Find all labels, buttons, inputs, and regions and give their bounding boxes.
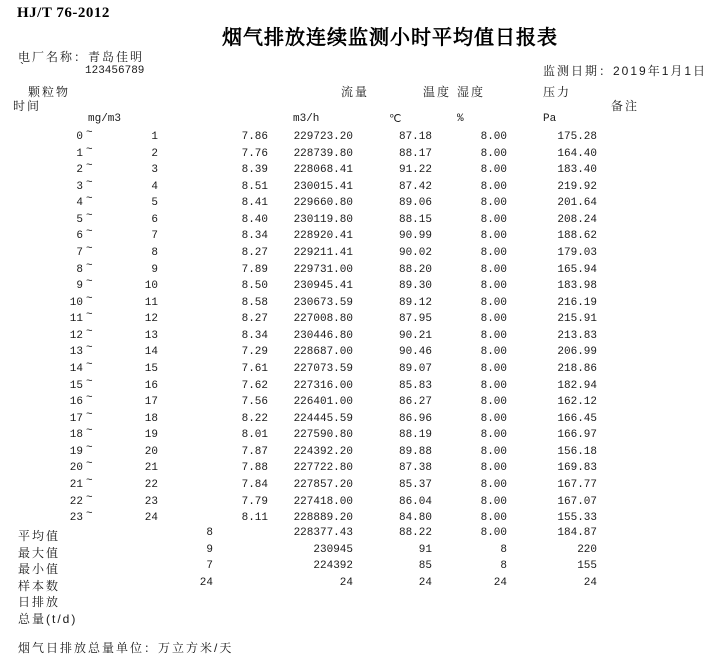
humidity-value: 24 bbox=[493, 576, 507, 589]
column-header-humidity: 湿度 bbox=[457, 85, 486, 99]
hour-end: 12 bbox=[144, 313, 158, 326]
summary-label: 总量(t/d) bbox=[18, 611, 78, 626]
unit-humidity: % bbox=[457, 113, 464, 125]
pm-value: 24 bbox=[199, 576, 213, 589]
hour-end: 2 bbox=[151, 147, 158, 160]
pm-value: 8.11 bbox=[241, 512, 268, 525]
hour-end: 6 bbox=[151, 213, 158, 226]
hourly-row bbox=[0, 143, 708, 165]
hourly-row bbox=[0, 242, 708, 264]
hour-start: 19 bbox=[69, 445, 83, 458]
hourly-row bbox=[0, 441, 708, 463]
pressure-value: 218.86 bbox=[557, 362, 597, 375]
hour-end: 1 bbox=[151, 131, 158, 143]
humidity-value: 8.00 bbox=[480, 329, 507, 342]
pm-value: 8.27 bbox=[241, 246, 268, 259]
tilde-separator: ~ bbox=[86, 458, 93, 471]
summary-label: 日排放 bbox=[18, 595, 61, 610]
hour-start: 16 bbox=[69, 396, 83, 409]
temp-value: 87.18 bbox=[398, 131, 432, 143]
pressure-value: 208.24 bbox=[557, 213, 597, 226]
flow-value: 227073.59 bbox=[293, 362, 353, 375]
tilde-separator: ~ bbox=[86, 259, 93, 272]
tilde-separator: ~ bbox=[86, 342, 93, 355]
tilde-separator: ~ bbox=[86, 358, 93, 371]
humidity-value: 8.00 bbox=[480, 164, 507, 177]
temp-value: 89.06 bbox=[398, 197, 432, 210]
temp-value: 85.83 bbox=[398, 379, 432, 392]
humidity-value: 8.00 bbox=[480, 512, 507, 525]
hour-end: 18 bbox=[144, 412, 158, 425]
temp-value: 89.88 bbox=[398, 445, 432, 458]
pm-value: 7.76 bbox=[241, 147, 268, 160]
temp-value: 87.95 bbox=[398, 313, 432, 326]
pressure-value: 216.19 bbox=[557, 296, 597, 309]
hour-start: 3 bbox=[76, 180, 83, 193]
pm-value: 7.62 bbox=[241, 379, 268, 392]
summary-row bbox=[0, 610, 708, 627]
summary-label: 平均值 bbox=[18, 529, 61, 543]
pressure-value: 219.92 bbox=[557, 180, 597, 193]
pm-value: 9 bbox=[206, 543, 213, 556]
pressure-value: 175.28 bbox=[557, 131, 597, 143]
tilde-separator: ~ bbox=[86, 209, 93, 222]
hourly-row bbox=[0, 474, 708, 496]
pressure-value: 220 bbox=[577, 543, 597, 556]
temp-value: 91.22 bbox=[398, 164, 432, 177]
humidity-value: 8.00 bbox=[480, 213, 507, 226]
hour-start: 2 bbox=[76, 164, 83, 177]
pressure-value: 164.40 bbox=[557, 147, 597, 160]
pressure-value: 167.77 bbox=[557, 478, 597, 491]
temp-value: 88.15 bbox=[398, 213, 432, 226]
pressure-value: 182.94 bbox=[557, 379, 597, 392]
hour-start: 12 bbox=[69, 329, 83, 342]
hourly-row bbox=[0, 309, 708, 330]
flow-value: 227590.80 bbox=[293, 429, 353, 442]
humidity-value: 8.00 bbox=[480, 527, 507, 539]
temp-value: 89.07 bbox=[398, 362, 432, 375]
pm-value: 7 bbox=[206, 560, 213, 573]
tilde-separator: ~ bbox=[86, 127, 93, 139]
hourly-row bbox=[0, 358, 708, 380]
flow-value: 230446.80 bbox=[293, 329, 353, 342]
humidity-value: 8.00 bbox=[480, 379, 507, 392]
standard-number: HJ/T 76-2012 bbox=[17, 5, 110, 21]
pm-value: 8.22 bbox=[241, 412, 268, 425]
flow-value: 230945.41 bbox=[293, 280, 353, 293]
pm-value: 7.61 bbox=[241, 362, 268, 375]
temp-value: 85 bbox=[418, 560, 432, 573]
temp-value: 89.30 bbox=[398, 280, 432, 293]
tilde-separator: ~ bbox=[86, 441, 93, 454]
flow-value: 226401.00 bbox=[293, 396, 353, 409]
hour-end: 24 bbox=[144, 512, 158, 525]
pressure-value: 166.45 bbox=[557, 412, 597, 425]
hourly-row bbox=[0, 425, 708, 446]
tilde-separator: ~ bbox=[86, 226, 93, 239]
flow-value: 228068.41 bbox=[293, 164, 353, 177]
tilde-separator: ~ bbox=[86, 309, 93, 322]
unit-temp: ℃ bbox=[389, 114, 402, 126]
temp-value: 86.04 bbox=[398, 495, 432, 508]
tilde-separator: ~ bbox=[86, 425, 93, 438]
flow-value: 229731.00 bbox=[293, 263, 353, 276]
hourly-row bbox=[0, 408, 708, 430]
hour-start: 11 bbox=[69, 313, 83, 326]
hourly-row bbox=[0, 325, 708, 347]
pressure-value: 165.94 bbox=[557, 263, 597, 276]
flow-value: 228920.41 bbox=[293, 230, 353, 243]
tilde-separator: ~ bbox=[86, 160, 93, 173]
pressure-value: 184.87 bbox=[557, 527, 597, 539]
summary-row bbox=[0, 560, 708, 577]
flow-value: 228687.00 bbox=[293, 346, 353, 359]
hourly-row bbox=[0, 259, 708, 281]
pressure-value: 183.40 bbox=[557, 164, 597, 177]
hour-end: 4 bbox=[151, 180, 158, 193]
pressure-value: 24 bbox=[583, 576, 597, 589]
hourly-row bbox=[0, 392, 708, 413]
temp-value: 88.20 bbox=[398, 263, 432, 276]
hourly-row bbox=[0, 342, 708, 363]
hour-start: 23 bbox=[69, 512, 83, 525]
hour-start: 4 bbox=[76, 197, 83, 210]
tilde-separator: ~ bbox=[86, 408, 93, 421]
flow-value: 230119.80 bbox=[293, 213, 353, 226]
temp-value: 91 bbox=[418, 543, 432, 556]
pm-value: 8.27 bbox=[241, 313, 268, 326]
hourly-row bbox=[0, 209, 708, 231]
flow-value: 227316.00 bbox=[293, 379, 353, 392]
humidity-value: 8.00 bbox=[480, 495, 507, 508]
tilde-separator: ~ bbox=[86, 193, 93, 206]
humidity-value: 8.00 bbox=[480, 180, 507, 193]
temp-value: 90.46 bbox=[398, 346, 432, 359]
hour-end: 21 bbox=[144, 462, 158, 475]
temp-value: 90.02 bbox=[398, 246, 432, 259]
hourly-row bbox=[0, 160, 708, 181]
plant-name: 电厂名称：青岛佳明 bbox=[18, 50, 145, 64]
tilde-separator: ~ bbox=[86, 292, 93, 305]
hourly-row bbox=[0, 276, 708, 297]
hour-start: 22 bbox=[69, 495, 83, 508]
hour-end: 3 bbox=[151, 164, 158, 177]
tilde-separator: ~ bbox=[86, 375, 93, 388]
hour-end: 10 bbox=[144, 280, 158, 293]
column-header-pm: 颗粒物 bbox=[28, 85, 71, 99]
pm-value: 7.56 bbox=[241, 396, 268, 409]
humidity-value: 8.00 bbox=[480, 147, 507, 160]
tilde-separator: ~ bbox=[86, 176, 93, 189]
hour-start: 18 bbox=[69, 429, 83, 442]
flow-value: 229723.20 bbox=[293, 131, 353, 143]
unit-flow: m3/h bbox=[293, 113, 320, 125]
humidity-value: 8.00 bbox=[480, 296, 507, 309]
pressure-value: 155 bbox=[577, 560, 597, 573]
pm-value: 8.51 bbox=[241, 180, 268, 193]
pressure-value: 188.62 bbox=[557, 230, 597, 243]
pressure-value: 206.99 bbox=[557, 346, 597, 359]
flow-value: 228377.43 bbox=[293, 527, 353, 539]
summary-row bbox=[0, 544, 708, 561]
humidity-value: 8.00 bbox=[480, 230, 507, 243]
temp-value: 88.22 bbox=[398, 527, 432, 539]
humidity-value: 8.00 bbox=[480, 131, 507, 143]
hour-end: 13 bbox=[144, 329, 158, 342]
temp-value: 89.12 bbox=[398, 296, 432, 309]
humidity-value: 8.00 bbox=[480, 478, 507, 491]
humidity-value: 8.00 bbox=[480, 246, 507, 259]
temp-value: 90.21 bbox=[398, 329, 432, 342]
humidity-value: 8.00 bbox=[480, 197, 507, 210]
humidity-value: 8.00 bbox=[480, 429, 507, 442]
flow-value: 229211.41 bbox=[293, 246, 353, 259]
humidity-value: 8 bbox=[500, 560, 507, 573]
pressure-value: 167.07 bbox=[557, 495, 597, 508]
column-header-remark: 备注 bbox=[611, 99, 640, 113]
flow-value: 24 bbox=[339, 576, 353, 589]
pm-value: 7.88 bbox=[241, 462, 268, 475]
temp-value: 84.80 bbox=[398, 512, 432, 525]
summary-row bbox=[0, 593, 708, 610]
column-header-temp: 温度 bbox=[423, 85, 452, 99]
humidity-value: 8.00 bbox=[480, 263, 507, 276]
humidity-value: 8.00 bbox=[480, 362, 507, 375]
pm-value: 8.50 bbox=[241, 280, 268, 293]
pressure-value: 156.18 bbox=[557, 445, 597, 458]
temp-value: 86.27 bbox=[398, 396, 432, 409]
pm-value: 8.34 bbox=[241, 230, 268, 243]
hour-start: 17 bbox=[69, 412, 83, 425]
hour-end: 8 bbox=[151, 246, 158, 259]
hour-start: 15 bbox=[69, 379, 83, 392]
monitoring-date: 监测日期：2019年1月1日 bbox=[543, 64, 708, 78]
hour-start: 0 bbox=[76, 131, 83, 143]
pm-value: 7.87 bbox=[241, 445, 268, 458]
humidity-value: 8 bbox=[500, 543, 507, 556]
pressure-value: 215.91 bbox=[557, 313, 597, 326]
flow-value: 229660.80 bbox=[293, 197, 353, 210]
flow-value: 224445.59 bbox=[293, 412, 353, 425]
hour-start: 8 bbox=[76, 263, 83, 276]
hour-start: 5 bbox=[76, 213, 83, 226]
flow-value: 227008.80 bbox=[293, 313, 353, 326]
pressure-value: 155.33 bbox=[557, 512, 597, 525]
temp-value: 88.17 bbox=[398, 147, 432, 160]
hour-end: 23 bbox=[144, 495, 158, 508]
hour-start: 10 bbox=[69, 296, 83, 309]
unit-pm: mg/m3 bbox=[88, 113, 122, 125]
tilde-separator: ~ bbox=[86, 276, 93, 289]
hourly-row bbox=[0, 375, 708, 397]
tilde-separator: ~ bbox=[86, 325, 93, 338]
tilde-separator: ~ bbox=[86, 508, 93, 521]
pm-value: 7.79 bbox=[241, 495, 268, 508]
plant-code: 123456789 bbox=[85, 65, 145, 77]
tilde-separator: ~ bbox=[86, 474, 93, 487]
flow-value: 230673.59 bbox=[293, 296, 353, 309]
flow-value: 228739.80 bbox=[293, 147, 353, 160]
unit-pressure: Pa bbox=[543, 113, 557, 125]
pm-value: 7.86 bbox=[241, 131, 268, 143]
summary-row bbox=[0, 577, 708, 594]
flow-value: 228889.20 bbox=[293, 512, 353, 525]
pm-value: 7.84 bbox=[241, 478, 268, 491]
pm-value: 7.89 bbox=[241, 263, 268, 276]
hour-start: 7 bbox=[76, 246, 83, 259]
pm-value: 8 bbox=[206, 527, 213, 539]
hourly-row bbox=[0, 193, 708, 214]
hourly-row bbox=[0, 458, 708, 479]
humidity-value: 8.00 bbox=[480, 462, 507, 475]
hourly-row bbox=[0, 226, 708, 247]
pm-value: 8.34 bbox=[241, 329, 268, 342]
hour-end: 11 bbox=[144, 296, 158, 309]
pressure-value: 169.83 bbox=[557, 462, 597, 475]
pressure-value: 166.97 bbox=[557, 429, 597, 442]
tilde-separator: ~ bbox=[86, 242, 93, 255]
footer-unit-note: 烟气日排放总量单位：万立方米/天 bbox=[18, 641, 234, 655]
summary-label: 样本数 bbox=[18, 578, 61, 593]
column-header-flow: 流量 bbox=[341, 85, 370, 99]
hour-end: 20 bbox=[144, 445, 158, 458]
hour-end: 19 bbox=[144, 429, 158, 442]
humidity-value: 8.00 bbox=[480, 313, 507, 326]
summary-label: 最大值 bbox=[18, 545, 61, 560]
humidity-value: 8.00 bbox=[480, 280, 507, 293]
flow-value: 224392.20 bbox=[293, 445, 353, 458]
hour-start: 13 bbox=[69, 346, 83, 359]
pressure-value: 179.03 bbox=[557, 246, 597, 259]
temp-value: 90.99 bbox=[398, 230, 432, 243]
hour-start: 9 bbox=[76, 280, 83, 293]
column-header-time: 时间 bbox=[13, 99, 42, 113]
flow-value: 227722.80 bbox=[293, 462, 353, 475]
hour-start: 14 bbox=[69, 362, 83, 375]
pressure-value: 183.98 bbox=[557, 280, 597, 293]
temp-value: 87.38 bbox=[398, 462, 432, 475]
flow-value: 227418.00 bbox=[293, 495, 353, 508]
pressure-value: 162.12 bbox=[557, 396, 597, 409]
hourly-row bbox=[0, 176, 708, 198]
hour-end: 22 bbox=[144, 478, 158, 491]
temp-value: 86.96 bbox=[398, 412, 432, 425]
hour-end: 16 bbox=[144, 379, 158, 392]
flow-value: 227857.20 bbox=[293, 478, 353, 491]
report-title: 烟气排放连续监测小时平均值日报表 bbox=[222, 27, 558, 49]
summary-row bbox=[0, 527, 708, 544]
pm-value: 8.40 bbox=[241, 213, 268, 226]
hour-end: 14 bbox=[144, 346, 158, 359]
pm-value: 8.41 bbox=[241, 197, 268, 210]
temp-value: 88.19 bbox=[398, 429, 432, 442]
hour-start: 20 bbox=[69, 462, 83, 475]
flow-value: 224392 bbox=[313, 560, 353, 573]
hour-end: 9 bbox=[151, 263, 158, 276]
tick-mark: ` bbox=[20, 60, 24, 74]
tilde-separator: ~ bbox=[86, 491, 93, 504]
hour-end: 5 bbox=[151, 197, 158, 210]
hourly-row bbox=[0, 292, 708, 314]
summary-label: 最小值 bbox=[18, 562, 61, 577]
humidity-value: 8.00 bbox=[480, 412, 507, 425]
humidity-value: 8.00 bbox=[480, 445, 507, 458]
hour-start: 6 bbox=[76, 230, 83, 243]
tilde-separator: ~ bbox=[86, 392, 93, 405]
hour-end: 17 bbox=[144, 396, 158, 409]
pm-value: 8.58 bbox=[241, 296, 268, 309]
humidity-value: 8.00 bbox=[480, 396, 507, 409]
flow-value: 230945 bbox=[313, 543, 353, 556]
hour-end: 7 bbox=[151, 230, 158, 243]
tilde-separator: ~ bbox=[86, 143, 93, 156]
hour-start: 1 bbox=[76, 147, 83, 160]
hourly-row bbox=[0, 127, 708, 148]
pressure-value: 201.64 bbox=[557, 197, 597, 210]
pressure-value: 213.83 bbox=[557, 329, 597, 342]
flow-value: 230015.41 bbox=[293, 180, 353, 193]
pm-value: 8.01 bbox=[241, 429, 268, 442]
pm-value: 7.29 bbox=[241, 346, 268, 359]
humidity-value: 8.00 bbox=[480, 346, 507, 359]
pm-value: 8.39 bbox=[241, 164, 268, 177]
temp-value: 87.42 bbox=[398, 180, 432, 193]
column-header-pressure: 压力 bbox=[543, 85, 572, 99]
hour-end: 15 bbox=[144, 362, 158, 375]
temp-value: 85.37 bbox=[398, 478, 432, 491]
hourly-row bbox=[0, 491, 708, 513]
hour-start: 21 bbox=[69, 478, 83, 491]
temp-value: 24 bbox=[418, 576, 432, 589]
